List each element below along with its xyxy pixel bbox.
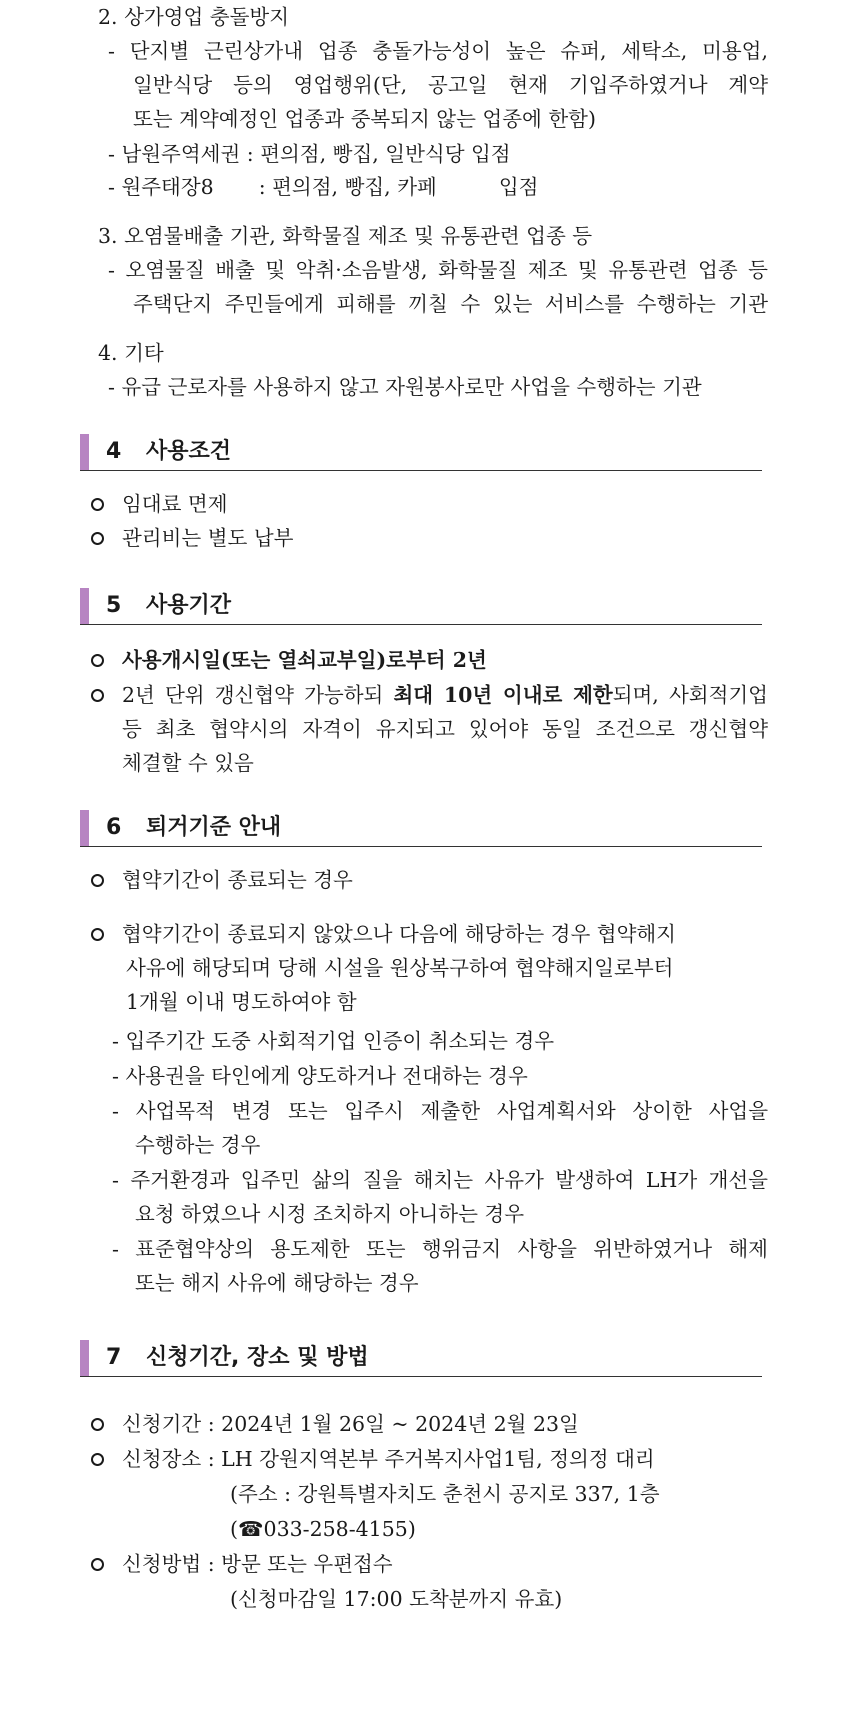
section-marker-bar xyxy=(80,1340,89,1376)
s5-renewal-line1 xyxy=(122,681,768,709)
section-number: 6 xyxy=(106,815,122,840)
taejang-label: - 원주태장8 xyxy=(108,175,214,199)
renewal-bold-limit: 최대 10년 이내로 제한 xyxy=(393,683,613,707)
s7-application-place: 신청장소 : LH 강원지역본부 주거복지사업1팀, 정의정 대리 xyxy=(122,1447,655,1471)
s6-case-purpose-change-line1: - 사업목적 변경 또는 입주시 제출한 사업계획서와 상이한 사업을 xyxy=(112,1099,768,1123)
item3-title: 3. 오염물배출 기관, 화학물질 제조 및 유통관련 업종 등 xyxy=(98,224,593,248)
section-number: 4 xyxy=(106,439,122,464)
circle-bullet-icon xyxy=(91,532,104,545)
item2-desc-line2: 일반식당 등의 영업행위(단, 공고일 현재 기입주하였거나 계약 xyxy=(133,73,768,97)
s6-term-end: 협약기간이 종료되는 경우 xyxy=(122,868,353,892)
taejang-value: : 편의점, 빵집, 카페 xyxy=(258,175,437,199)
s6-case-environment-line2: 요청 하였으나 시정 조치하지 아니하는 경우 xyxy=(135,1202,525,1226)
section-header-7 xyxy=(80,1340,762,1377)
s6-case-cert-revoked: - 입주기간 도중 사회적기업 인증이 취소되는 경우 xyxy=(112,1029,555,1053)
circle-bullet-icon xyxy=(91,689,104,702)
s7-phone: (☎033-258-4155) xyxy=(230,1517,416,1541)
taejang-tail: 입점 xyxy=(498,175,539,199)
section-title: 사용기간 xyxy=(146,593,232,618)
s7-application-method: 신청방법 : 방문 또는 우편접수 xyxy=(122,1552,393,1576)
section-number: 5 xyxy=(106,593,122,618)
s7-deadline-note: (신청마감일 17:00 도착분까지 유효) xyxy=(230,1587,563,1611)
section-title: 신청기간, 장소 및 방법 xyxy=(146,1345,369,1370)
item3-desc-line2: 주택단지 주민들에게 피해를 끼칠 수 있는 서비스를 수행하는 기관 xyxy=(133,292,768,316)
renewal-post: 되며, 사회적기업 xyxy=(612,683,768,707)
circle-bullet-icon xyxy=(91,1418,104,1431)
circle-bullet-icon xyxy=(91,1558,104,1571)
s6-termination-line1: 협약기간이 종료되지 않았으나 다음에 해당하는 경우 협약해지 xyxy=(122,922,676,946)
item2-desc-taejang xyxy=(108,173,538,201)
item2-title: 2. 상가영업 충돌방지 xyxy=(98,5,290,29)
section-title: 퇴거기준 안내 xyxy=(146,815,282,840)
s6-case-environment-line1: - 주거환경과 입주민 삶의 질을 해치는 사유가 발생하여 LH가 개선을 xyxy=(112,1168,768,1192)
s7-application-period: 신청기간 : 2024년 1월 26일 ~ 2024년 2월 23일 xyxy=(122,1412,579,1436)
s6-case-purpose-change-line2: 수행하는 경우 xyxy=(135,1133,261,1157)
section-header-5 xyxy=(80,588,762,625)
section-number: 7 xyxy=(106,1345,122,1370)
s4-rent-exempt: 임대료 면제 xyxy=(122,492,228,516)
s5-renewal-line3: 체결할 수 있음 xyxy=(122,751,254,775)
s4-management-fee: 관리비는 별도 납부 xyxy=(122,526,294,550)
circle-bullet-icon xyxy=(91,1453,104,1466)
circle-bullet-icon xyxy=(91,654,104,667)
item4-title: 4. 기타 xyxy=(98,341,164,365)
circle-bullet-icon xyxy=(91,874,104,887)
renewal-pre: 2년 단위 갱신협약 가능하되 xyxy=(122,683,394,707)
circle-bullet-icon xyxy=(91,928,104,941)
item2-desc-namwonju: - 남원주역세권 : 편의점, 빵집, 일반식당 입점 xyxy=(108,142,511,166)
s5-period-start: 사용개시일(또는 열쇠교부일)로부터 2년 xyxy=(122,648,487,672)
item4-desc: - 유급 근로자를 사용하지 않고 자원봉사로만 사업을 수행하는 기관 xyxy=(108,375,702,399)
section-header-6 xyxy=(80,810,762,847)
section-title: 사용조건 xyxy=(146,439,232,464)
item3-desc-line1: - 오염물질 배출 및 악취·소음발생, 화학물질 제조 및 유통관련 업종 등 xyxy=(108,258,768,282)
item2-desc-line3: 또는 계약예정인 업종과 중복되지 않는 업종에 한함) xyxy=(133,107,596,131)
s6-case-transfer: - 사용권을 타인에게 양도하거나 전대하는 경우 xyxy=(112,1064,528,1088)
s5-renewal-line2: 등 최초 협약시의 자격이 유지되고 있어야 동일 조건으로 갱신협약 xyxy=(122,717,768,741)
s7-address: (주소 : 강원특별자치도 춘천시 공지로 337, 1층 xyxy=(230,1482,660,1506)
s6-case-violation-line2: 또는 해지 사유에 해당하는 경우 xyxy=(135,1271,419,1295)
item2-desc-line1: - 단지별 근린상가내 업종 충돌가능성이 높은 슈퍼, 세탁소, 미용업, xyxy=(108,39,768,63)
s6-termination-line3: 1개월 이내 명도하여야 함 xyxy=(126,990,357,1014)
s6-termination-line2: 사유에 해당되며 당해 시설을 원상복구하여 협약해지일로부터 xyxy=(126,956,674,980)
section-header-4 xyxy=(80,434,762,471)
section-marker-bar xyxy=(80,588,89,624)
section-marker-bar xyxy=(80,434,89,470)
section-marker-bar xyxy=(80,810,89,846)
circle-bullet-icon xyxy=(91,498,104,511)
s6-case-violation-line1: - 표준협약상의 용도제한 또는 행위금지 사항을 위반하였거나 해제 xyxy=(112,1237,768,1261)
